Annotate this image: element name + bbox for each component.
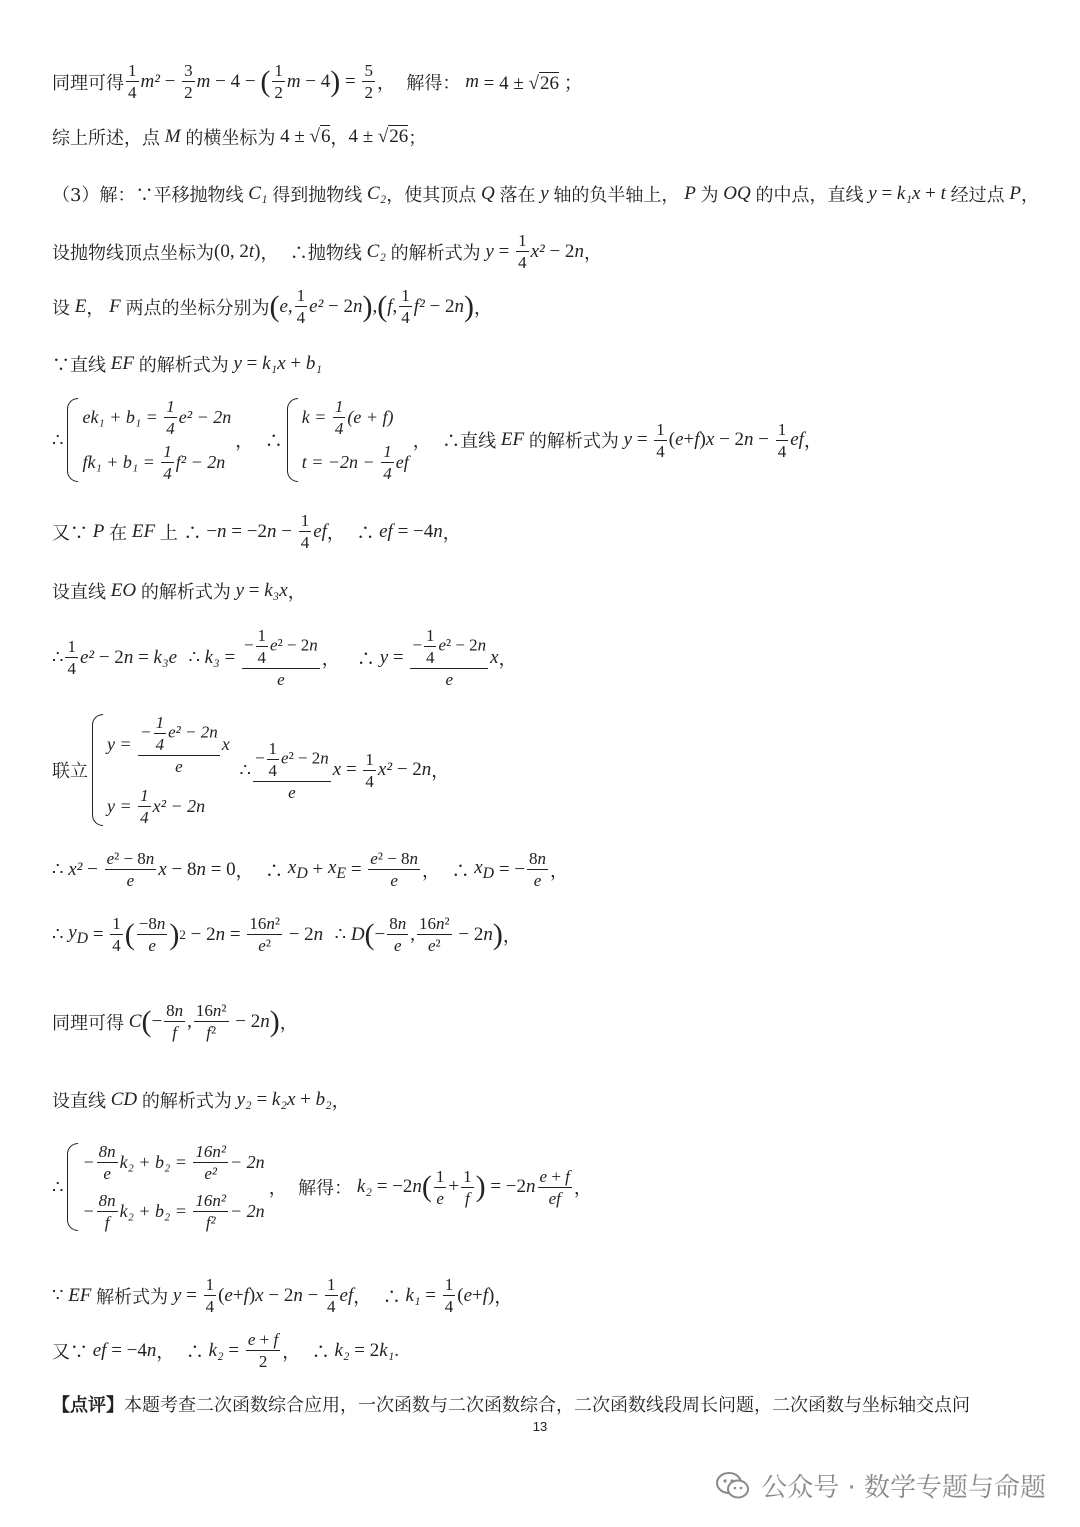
comment-text: 本题考查二次函数综合应用，一次函数与二次函数综合，二次函数线段周长问题，二次函数与坐标轴交点问 bbox=[124, 1395, 970, 1416]
text-line-13: ∴ $y_D$ = $\frac{1}{4}$ ( $\frac{-8n}{e}$ ) 2 − 2 n = $\frac{\text{16n²}}{\text{e²}}$ − 2 n ∴ D ( − $\frac{8n}{e}$ , $\frac{\text{16n²}}{\text{e²}}$ − 2 n ) ， bbox=[52, 914, 521, 955]
text-line-14: 同理可得 C ( − $\frac{8n}{f}$ , $\frac{\text{16n²}}{\text{f²}}$ − 2 n ) ， bbox=[52, 1001, 298, 1042]
watermark-text: 公众号 · 数学专题与命题 bbox=[761, 1473, 1046, 1503]
text-line-17: ∵ EF 解析式为 y = $\frac{1}{4}$ ( e + f ) x − 2 n − $\frac{1}{4}$ ef ， ∴ k₁ = $\frac{1}{4}$ ( e + f ) ， bbox=[52, 1275, 513, 1316]
text-line-16: ∴ − $\frac{8n}{e}$ k₂ + b₂ = $\frac{\text{16n²}}{\text{e²}}$ − 2n − $\frac{8n}{f}$ k₂ + b₂ = $\frac{\text{16n²}}{\text{f²}}$ − 2n ， 解得： k₂ = −2 n ( $\frac{1}{e}$ + $\frac{1}{f}$ ) = −2 n $\frac{e + f}{ef}$ ， bbox=[52, 1142, 592, 1232]
text-line-3: （3）解：∵平移抛物线 C₁ 得到抛物线 C₂ ，使其顶点 Q 落在 y 轴的负半轴上， P 为 OQ 的中点，直线 y = k₁x + t 经过点 P ， bbox=[52, 183, 1039, 206]
text-line-1: 同理可得 $\frac{1}{4}$ m² − $\frac{3}{2}$ m − 4 − ( $\frac{1}{2}$ m − 4 ) = $\frac{5}{2}$ ， 解得： m = 4 ± √26 ； bbox=[52, 61, 583, 102]
page-number: 13 bbox=[532, 1419, 548, 1434]
text-line-9: 设直线 EO 的解析式为 y = k₃x ， bbox=[52, 580, 306, 603]
text-line-12: ∴ x² − $\frac{\text{e² − 8n}}{e}$ x − 8 n = 0 ， ∴ $x_D$ + $x_E$ = $\frac{\text{e² − 8n}}{e}$ ， ∴ $x_D$ = − $\frac{8n}{e}$ ， bbox=[52, 849, 569, 890]
text-line-7: ∴ ek₁ + b₁ = $\frac{1}{4}$ e² − 2n fk₁ + b₁ = $\frac{1}{4}$ f² − 2n ， ∴ k = $\frac{1}{4}$ (e + f) t = −2n − $\frac{1}{4}$ ef ， ∴直线 EF 的解析式为 y = $\frac{1}{4}$ ( e + f ) x − 2 n − $\frac{1}{4}$ ef ， bbox=[52, 397, 822, 483]
comment-label: 【点评】 bbox=[52, 1395, 124, 1416]
equation-system-cd: − $\frac{8n}{e}$ k₂ + b₂ = $\frac{\text{16n²}}{\text{e²}}$ − 2n − $\frac{8n}{f}$ k₂ + b₂ = $\frac{\text{16n²}}{\text{f²}}$ − 2n bbox=[67, 1143, 264, 1231]
text-line-18: 又∵ ef = −4 n ， ∴ k₂ = $\frac{e + f}{2}$ ， ∴ k₂ = 2 k₁ . bbox=[52, 1330, 400, 1371]
watermark bbox=[715, 1467, 1046, 1504]
text-line-15: 设直线 CD 的解析式为 y₂ = k₂x + b₂ ， bbox=[52, 1089, 350, 1112]
text-line-6: ∵直线 EF 的解析式为 y = k₁x + b₁ bbox=[52, 353, 322, 376]
text-line-4: 设抛物线顶点坐标为 (0, 2 t ) ， ∴抛物线 C₂ 的解析式为 y = $\frac{1}{4}$ x² − 2 n ， bbox=[52, 231, 602, 272]
text-line-8: 又∵ P 在 EF 上 ∴ − n = −2 n − $\frac{1}{4}$ ef ， ∴ ef = −4 n ， bbox=[52, 511, 461, 552]
comment-line bbox=[52, 1391, 970, 1417]
text-line-10: ∴ $\frac{1}{4}$ e² − 2 n = k₃e ∴ k₃ = − $\frac{1}{4}$ e² − 2n e ， ∴ y = − $\frac{1}{4}$ e² − 2n e x ， bbox=[52, 626, 517, 689]
equation-system-ef: ek₁ + b₁ = $\frac{1}{4}$ e² − 2n fk₁ + b₁ = $\frac{1}{4}$ f² − 2n bbox=[67, 398, 231, 482]
equation-system-joint: y = − $\frac{1}{4}$ e² − 2n e x y = $\frac{1}{4}$ x² − 2n bbox=[92, 714, 230, 826]
wechat-icon bbox=[715, 1471, 751, 1501]
text-line-5: 设 E ， F 两点的坐标分别为 ( e , $\frac{1}{4}$ e² − 2 n ) , ( f , $\frac{1}{4}$ f² − 2 n ) ， bbox=[52, 286, 492, 327]
equation-system-kt: k = $\frac{1}{4}$ (e + f) t = −2n − $\frac{1}{4}$ ef bbox=[287, 398, 409, 482]
text-line-11: 联立 y = − $\frac{1}{4}$ e² − 2n e x y = $\frac{1}{4}$ x² − 2n ∴ − $\frac{1}{4}$ e² − 2n e x = $\frac{1}{4}$ x² − 2 n ， bbox=[52, 713, 450, 827]
text-line-2: 综上所述，点 M 的横坐标为 4 ± √6 ， 4 ± √26 ； bbox=[52, 126, 427, 149]
